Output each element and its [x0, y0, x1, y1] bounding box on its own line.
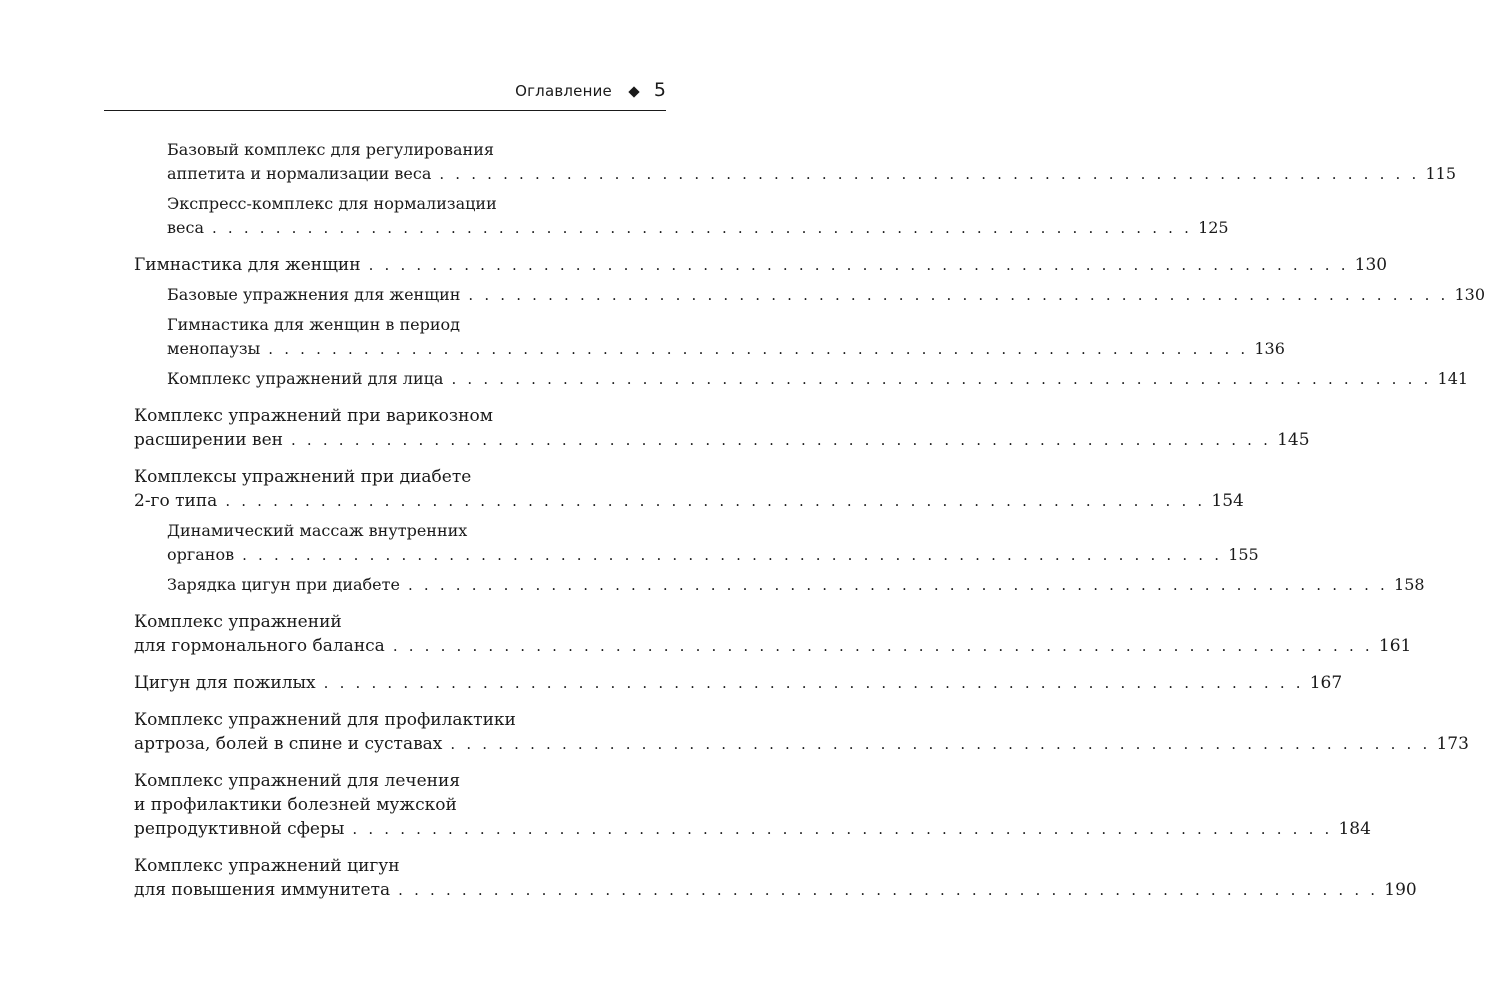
toc-subentry[interactable] — [167, 138, 1456, 186]
toc-entry[interactable] — [134, 671, 1343, 695]
toc-entry-line: Комплекс упражнений — [134, 612, 342, 632]
toc-entry[interactable] — [134, 253, 1388, 277]
toc-entry-title: расширении вен — [134, 430, 283, 450]
toc-entry-line: Базовый комплекс для регулирования — [167, 140, 494, 159]
toc-entry-last-line — [134, 878, 1417, 902]
toc-entry-last-line — [167, 283, 1485, 307]
toc-entry[interactable] — [134, 610, 1412, 658]
toc-entry-title: Зарядка цигун при диабете — [167, 575, 400, 594]
page-number: 5 — [653, 79, 666, 101]
toc-entry-last-line — [167, 162, 1456, 186]
toc-entry[interactable] — [134, 465, 1244, 513]
dot-leader: . . . . . . . . . . . . . . . . . . . . . . . . . . . . . . . . . . . . . . . . . . . . . . . . . . . . . . . . . . . . . . — [451, 370, 1432, 388]
toc-entry-title: репродуктивной сферы — [134, 819, 345, 839]
dot-leader: . . . . . . . . . . . . . . . . . . . . . . . . . . . . . . . . . . . . . . . . . . . . . . . . . . . . . . . . . . . . . . — [268, 340, 1249, 358]
toc-entry-last-line — [167, 216, 1229, 240]
toc-entry-title: Комплекс упражнений для лица — [167, 369, 444, 388]
dot-leader: . . . . . . . . . . . . . . . . . . . . . . . . . . . . . . . . . . . . . . . . . . . . . . . . . . . . . . . . . . . . . . — [439, 165, 1420, 183]
toc-page-number: 154 — [1211, 491, 1244, 511]
dot-leader: . . . . . . . . . . . . . . . . . . . . . . . . . . . . . . . . . . . . . . . . . . . . . . . . . . . . . . . . . . . . . . — [368, 256, 1349, 274]
toc-entry-line: Комплекс упражнений для лечения — [134, 771, 461, 791]
toc-entry-last-line — [134, 489, 1244, 513]
toc-entry-title: Гимнастика для женщин — [134, 255, 361, 275]
toc-entry-title: для повышения иммунитета — [134, 880, 391, 900]
toc-entry-line: Комплексы упражнений при диабете — [134, 467, 472, 487]
toc-entry-line: Комплекс упражнений цигун — [134, 856, 400, 876]
toc-entry-line: Динамический массаж внутренних — [167, 521, 468, 540]
toc-page-number: 167 — [1309, 673, 1343, 693]
toc-entry-title: артроза, болей в спине и суставах — [134, 734, 443, 754]
toc-entry-title: менопаузы — [167, 339, 261, 358]
toc-entry[interactable] — [134, 854, 1417, 902]
toc-page-number: 130 — [1454, 285, 1485, 304]
toc-subentry[interactable] — [167, 283, 1485, 307]
toc-page-number: 136 — [1254, 339, 1285, 358]
toc-entry-line: Экспресс-комплекс для нормализации — [167, 194, 497, 213]
toc-page-number: 184 — [1338, 819, 1371, 839]
toc-entry-line: Комплекс упражнений при варикозном — [134, 406, 493, 426]
toc-entry-line: и профилактики болезней мужской — [134, 795, 457, 815]
toc-entry[interactable] — [134, 404, 1310, 452]
toc-page-number: 190 — [1384, 880, 1417, 900]
toc-entry-last-line — [134, 634, 1412, 658]
toc-entry-line: Гимнастика для женщин в период — [167, 315, 460, 334]
dot-leader: . . . . . . . . . . . . . . . . . . . . . . . . . . . . . . . . . . . . . . . . . . . . . . . . . . . . . . . . . . . . . . — [392, 637, 1373, 655]
dot-leader: . . . . . . . . . . . . . . . . . . . . . . . . . . . . . . . . . . . . . . . . . . . . . . . . . . . . . . . . . . . . . . — [242, 546, 1223, 564]
toc-subentry[interactable] — [167, 367, 1469, 391]
toc-page-number: 161 — [1378, 636, 1412, 656]
header-title: Оглавление — [515, 82, 612, 100]
toc-page-number: 145 — [1277, 430, 1310, 450]
diamond-icon — [628, 86, 639, 97]
toc-entry-title: Базовые упражнения для женщин — [167, 285, 461, 304]
toc-page-number: 173 — [1436, 734, 1469, 754]
toc-entry-last-line — [134, 817, 1371, 841]
toc-entry-title: для гормонального баланса — [134, 636, 385, 656]
toc-entry-last-line — [134, 428, 1310, 452]
toc-page-number: 115 — [1425, 164, 1456, 183]
dot-leader: . . . . . . . . . . . . . . . . . . . . . . . . . . . . . . . . . . . . . . . . . . . . . . . . . . . . . . . . . . . . . . — [468, 286, 1449, 304]
toc-page-number: 158 — [1394, 575, 1425, 594]
toc-entry-title: Цигун для пожилых — [134, 673, 316, 693]
dot-leader: . . . . . . . . . . . . . . . . . . . . . . . . . . . . . . . . . . . . . . . . . . . . . . . . . . . . . . . . . . . . . . — [225, 492, 1206, 510]
table-of-contents — [134, 138, 1485, 902]
toc-entry-last-line — [167, 543, 1259, 567]
toc-page-number: 130 — [1354, 255, 1388, 275]
dot-leader: . . . . . . . . . . . . . . . . . . . . . . . . . . . . . . . . . . . . . . . . . . . . . . . . . . . . . . . . . . . . . . — [323, 674, 1304, 692]
dot-leader: . . . . . . . . . . . . . . . . . . . . . . . . . . . . . . . . . . . . . . . . . . . . . . . . . . . . . . . . . . . . . . — [352, 820, 1333, 838]
toc-subentry[interactable] — [167, 192, 1229, 240]
toc-entry-title: органов — [167, 545, 235, 564]
toc-page-number: 125 — [1198, 218, 1229, 237]
toc-entry[interactable] — [134, 769, 1371, 841]
dot-leader: . . . . . . . . . . . . . . . . . . . . . . . . . . . . . . . . . . . . . . . . . . . . . . . . . . . . . . . . . . . . . . — [407, 576, 1389, 594]
toc-page-number: 141 — [1437, 369, 1469, 388]
toc-page-number: 155 — [1228, 545, 1259, 564]
toc-entry-title: веса — [167, 218, 204, 237]
toc-subentry[interactable] — [167, 313, 1285, 361]
running-header — [104, 78, 666, 111]
toc-entry-last-line — [134, 253, 1388, 277]
dot-leader: . . . . . . . . . . . . . . . . . . . . . . . . . . . . . . . . . . . . . . . . . . . . . . . . . . . . . . . . . . . . . . — [290, 431, 1272, 449]
toc-entry-last-line — [167, 573, 1425, 597]
toc-entry-last-line — [134, 732, 1469, 756]
toc-entry-last-line — [167, 367, 1469, 391]
dot-leader: . . . . . . . . . . . . . . . . . . . . . . . . . . . . . . . . . . . . . . . . . . . . . . . . . . . . . . . . . . . . . . — [450, 735, 1431, 753]
toc-entry-last-line — [134, 671, 1343, 695]
toc-entry[interactable] — [134, 708, 1469, 756]
toc-subentry[interactable] — [167, 519, 1259, 567]
dot-leader: . . . . . . . . . . . . . . . . . . . . . . . . . . . . . . . . . . . . . . . . . . . . . . . . . . . . . . . . . . . . . . — [398, 881, 1379, 899]
toc-entry-last-line — [167, 337, 1285, 361]
toc-entry-line: Комплекс упражнений для профилактики — [134, 710, 516, 730]
dot-leader: . . . . . . . . . . . . . . . . . . . . . . . . . . . . . . . . . . . . . . . . . . . . . . . . . . . . . . . . . . . . . . — [211, 219, 1193, 237]
toc-entry-title: аппетита и нормализации веса — [167, 164, 432, 183]
toc-subentry[interactable] — [167, 573, 1425, 597]
toc-entry-title: 2-го типа — [134, 491, 218, 511]
